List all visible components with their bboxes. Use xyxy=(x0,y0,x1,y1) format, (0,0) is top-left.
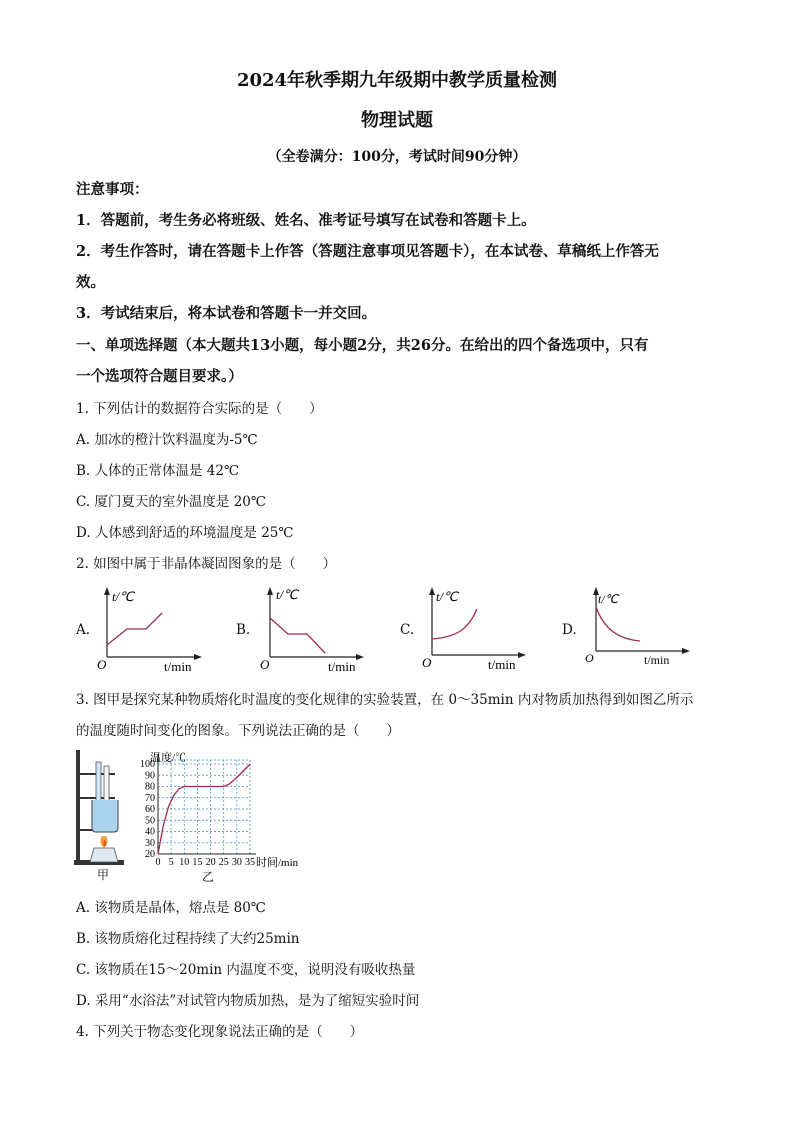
option-d: D. 人体感到舒适的环境温度是 25℃ xyxy=(76,525,294,541)
temperature-chart xyxy=(140,750,315,870)
graph-c xyxy=(416,585,536,675)
graph-c-ylabel: t/℃ xyxy=(436,589,458,604)
y-tick-label: 100 xyxy=(140,759,155,770)
y-tick-label: 50 xyxy=(145,815,155,827)
x-tick-label: 30 xyxy=(231,857,242,868)
x-tick-label: 20 xyxy=(205,857,216,868)
option-b: B. 该物质熔化过程持续了大约25min xyxy=(76,931,300,947)
y-tick-label: 30 xyxy=(145,837,155,849)
question-stem: 1. 下列估计的数据符合实际的是（ ） xyxy=(76,401,323,417)
y-tick-label: 90 xyxy=(145,770,155,782)
chart-axes xyxy=(158,754,256,854)
notice-heading: 注意事项： xyxy=(76,181,149,198)
graph-c-xlabel: t/min xyxy=(488,657,516,672)
graph-b-origin: O xyxy=(260,657,270,672)
chart-grid xyxy=(158,760,250,854)
notice-item: 1．答题前，考生务必将班级、姓名、准考证号填写在试卷和答题卡上。 xyxy=(76,212,536,229)
graph-b xyxy=(252,585,372,675)
graph-b-label: B. xyxy=(236,622,251,638)
y-tick-label: 20 xyxy=(145,849,155,860)
subject-title: 物理试题 xyxy=(361,110,433,131)
y-tick-label: 80 xyxy=(145,781,155,793)
notice-item: 效。 xyxy=(76,274,105,291)
x-tick-label: 5 xyxy=(168,857,174,868)
option-c: C. 厦门夏天的室外温度是 20℃ xyxy=(76,494,267,510)
fig-b-label: 乙 xyxy=(202,870,215,884)
exam-title: 2024年秋季期九年级期中教学质量检测 xyxy=(236,70,558,91)
question-stem: 3. 图甲是探究某种物质熔化时温度的变化规律的实验装置，在 0～35min 内对物质加热得到如图乙所示 xyxy=(76,692,694,708)
fig-a-label: 甲 xyxy=(97,868,110,882)
graph-a-label: A. xyxy=(76,622,91,638)
x-tick-label: 0 xyxy=(155,857,161,868)
chart-xlabel: 时间/min xyxy=(256,857,299,869)
graph-a xyxy=(90,585,210,675)
score-note: （全卷满分：100分，考试时间90分钟） xyxy=(267,149,527,165)
y-tick-label: 60 xyxy=(145,804,155,815)
question-stem: 4. 下列关于物态变化现象说法正确的是（ ） xyxy=(76,1024,364,1040)
y-tick-label: 70 xyxy=(145,792,155,804)
apparatus-figure xyxy=(70,748,130,880)
notice-item: 2．考生作答时，请在答题卡上作答（答题注意事项见答题卡），在本试卷、草稿纸上作答无 xyxy=(76,243,659,260)
option-a: A. 加冰的橙汁饮料温度为-5℃ xyxy=(76,432,258,448)
graph-d-label: D. xyxy=(562,622,577,638)
option-a: A. 该物质是晶体，熔点是 80℃ xyxy=(76,900,266,916)
x-tick-label: 25 xyxy=(218,857,229,868)
section-heading: 一个选项符合题目要求。） xyxy=(76,368,243,385)
x-tick-label: 15 xyxy=(192,857,203,868)
section-heading: 一、单项选择题（本大题共13小题，每小题2分，共26分。在给出的四个备选项中，只有 xyxy=(76,337,649,354)
graph-c-origin: O xyxy=(422,655,432,670)
graph-d-xlabel: t/min xyxy=(644,653,670,667)
question-stem: 2. 如图中属于非晶体凝固图象的是（ ） xyxy=(76,556,337,572)
option-c: C. 该物质在15～20min 内温度不变，说明没有吸收热量 xyxy=(76,962,416,978)
option-d: D. 采用“水浴法”对试管内物质加热，是为了缩短实验时间 xyxy=(76,993,420,1009)
graph-b-ylabel: t/℃ xyxy=(276,587,298,602)
x-tick-label: 35 xyxy=(245,857,255,868)
option-b: B. 人体的正常体温是 42℃ xyxy=(76,463,240,479)
graph-a-origin: O xyxy=(97,657,107,672)
notice-item: 3．考试结束后，将本试卷和答题卡一并交回。 xyxy=(76,305,377,322)
graph-c-label: C. xyxy=(400,622,415,638)
x-tick-label: 10 xyxy=(179,857,190,868)
graph-d xyxy=(580,585,700,675)
chart-ylabel: 温度/℃ xyxy=(150,752,187,764)
graph-d-origin: O xyxy=(585,651,594,665)
graph-a-ylabel: t/℃ xyxy=(112,589,134,604)
question-stem: 的温度随时间变化的图象。下列说法正确的是（ ） xyxy=(76,723,400,739)
graph-a-xlabel: t/min xyxy=(164,659,192,674)
y-tick-label: 40 xyxy=(145,826,155,838)
graph-b-xlabel: t/min xyxy=(328,659,356,674)
graph-d-ylabel: t/℃ xyxy=(598,592,619,606)
